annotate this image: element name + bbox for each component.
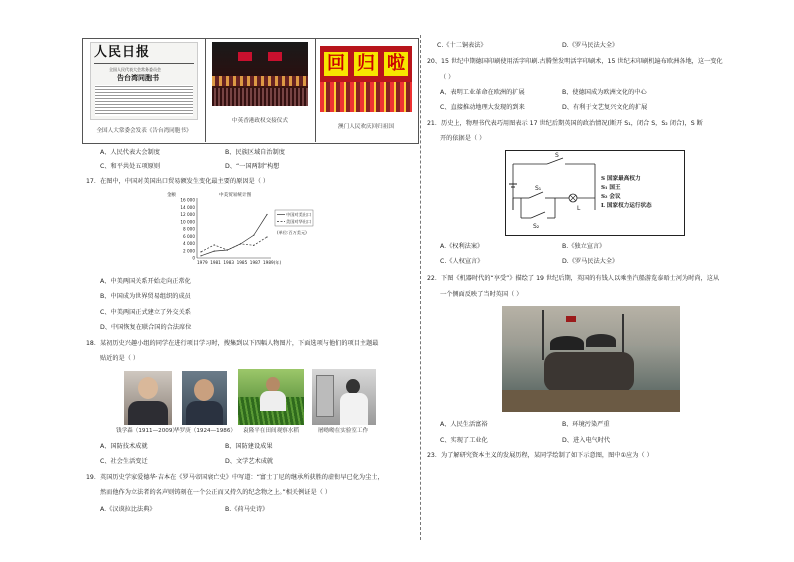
switch-s2-blade (531, 212, 545, 218)
switch-s1-label: S₁ (535, 185, 542, 192)
chart-ylabel: 金额 (167, 193, 176, 198)
audience (212, 88, 308, 106)
chart-point (253, 235, 254, 236)
q18-option-a: A、国防技术成就 (100, 443, 148, 450)
chart-point (266, 236, 267, 237)
caption-tu-youyou: 屠呦呦在实验室工作 (317, 428, 369, 434)
q19-option-d: D.《罗马民法大全》 (562, 42, 619, 49)
head-shape (346, 379, 360, 394)
banner-char-2: 归 (354, 52, 378, 76)
lab-equipment (316, 375, 334, 417)
photo-tu-youyou (312, 369, 376, 425)
circuit-diagram (505, 150, 685, 236)
chart-ytick-label: 6 000 (183, 233, 195, 239)
q17-option-d: D、中国恢复在联合国的合法席位 (100, 324, 192, 331)
chart-point (227, 249, 228, 250)
q21-option-a: A.《权利法案》 (440, 243, 484, 250)
chart-ytick-label: 4 000 (183, 241, 195, 246)
lab-coat (340, 393, 368, 425)
chart-title: 中美贸易统计图 (219, 193, 252, 198)
ship-mast (542, 310, 544, 360)
caption-yuan-longping: 袁隆平在田间观察水稻 (243, 428, 299, 434)
portrait-hua-luogeng (182, 371, 227, 425)
head-shape (194, 379, 214, 401)
macau-celebration-image (320, 46, 412, 112)
chart-point (214, 251, 215, 252)
q18-option-d: D、文学艺术成就 (225, 458, 274, 465)
q19-option-c: C.《十二铜表法》 (437, 42, 487, 49)
chart-xtick-label: 1981 (210, 260, 221, 265)
stage-lights (212, 76, 308, 86)
caption-hk: 中英香港政权交接仪式 (232, 118, 288, 124)
flag (566, 316, 576, 322)
chart-xtick-label: 1983 (223, 260, 235, 265)
chart-point (200, 251, 201, 252)
steamboat-painting (502, 306, 680, 412)
chart-ytick-label: 0 (192, 255, 195, 261)
q22-option-c: C、实现了工业化 (440, 437, 488, 444)
ship-mast (622, 314, 624, 354)
newspaper-headline: 告台湾同胞书 (117, 73, 159, 82)
chart-xtick-label: 1989(年) (263, 260, 282, 265)
image-row-divider-1 (205, 38, 206, 142)
umbrella-1 (550, 336, 584, 350)
legend-l: L 国家权力运行状态 (601, 203, 652, 209)
chart-unit-note: (单位:百万美元) (277, 230, 307, 235)
q21-option-c: C.《人权宣言》 (440, 258, 484, 265)
caption-newspaper: 全国人大常委会发表《告台湾同胞书》 (96, 128, 192, 134)
newspaper-image (90, 42, 198, 120)
lamp-label: L (577, 205, 581, 212)
chart-point (266, 214, 267, 215)
q19-stem-line1: 19．英国历史学家爱德华·吉本在《罗马帝国衰亡史》中写道：“富士丁尼的继承所获胜的虚衔早已化为尘土， (86, 474, 384, 481)
chart-legend-label: 美国对华出口 (286, 219, 312, 224)
caption-qian-xuesen: 钱学森（1911—2009） (115, 428, 179, 434)
shirt-shape (260, 391, 286, 411)
newspaper-rule (94, 63, 194, 64)
umbrella-2 (586, 334, 616, 347)
flag-left (238, 52, 252, 61)
chart-ytick-label: 2 000 (183, 248, 195, 254)
q22-stem-line1: 22．下图《机器时代的“享受”》描绘了 19 世纪后期，英国的有钱人以乘坐汽船游览泰晤士河为时尚，这从 (427, 275, 720, 282)
q20-option-d: D、有利于文艺复兴文化的扩展 (562, 104, 648, 111)
q21-option-d: D.《罗马民法大全》 (562, 258, 619, 265)
q16-option-a: A、人民代表大会制度 (100, 149, 160, 156)
chart-ytick-label: 10 000 (180, 219, 195, 225)
column-divider (420, 35, 421, 540)
banner-char-1: 回 (324, 52, 348, 76)
flag-right (268, 52, 282, 61)
q21-option-b: B.《独立宣言》 (562, 243, 606, 250)
suit-shape (186, 401, 223, 425)
newspaper-subheadline: 全国人民代表大会常务委员会 (109, 67, 161, 72)
newspaper-text-block (95, 85, 193, 116)
chart-point (253, 245, 254, 246)
q18-option-b: B、国防建设成果 (225, 443, 273, 450)
passengers (544, 352, 634, 392)
chart-xtick-label: 1987 (249, 260, 261, 265)
legend-s2: S₂ 会议 (601, 194, 621, 200)
q17-option-c: C、中美两国正式建立了外交关系 (100, 309, 191, 316)
trade-chart (165, 188, 315, 270)
chart-ytick-label: 14 000 (180, 204, 195, 210)
legend-s1: S₁ 国王 (601, 185, 621, 191)
chart-ytick-label: 8 000 (183, 226, 195, 232)
q22-option-b: B、环境污染严重 (562, 421, 610, 428)
q17-option-a: A、中美两国关系开始走向正常化 (100, 278, 191, 285)
q20-stem-line1: 20、15 世纪中期德国印刷使用活字印刷.古腾堡发明活字印刷术，15 世纪末印刷机遍布欧洲各地，这一变化 (427, 58, 723, 65)
q17-stem: 17．在图中，中国对美国出口贸易额发生变化最主要的原因是（ ） (86, 178, 270, 185)
q16-option-d: D、“一国两制”构想 (225, 163, 280, 170)
chart-series-line (201, 237, 267, 252)
q20-option-a: A、表明工业革命在欧洲的扩展 (440, 89, 525, 96)
q20-option-b: B、使德国成为欧洲文化的中心 (562, 89, 647, 96)
q18-stem-line1: 18．某初历史兴趣小组的同学在进行项目学习时，搜集到以下四幅人物图片，下面选项与他们的项目主题最 (86, 340, 379, 347)
head-shape (266, 377, 280, 392)
deck (502, 390, 680, 412)
chart-xtick-label: 1985 (236, 260, 248, 265)
q19-option-a: A.《汉谟拉比法典》 (100, 506, 156, 513)
switch-s-label: S (555, 152, 559, 159)
q21-stem-line1: 21．历史上，物理书代表巧用图表示 17 世纪后期英国的政治情况(断开 S₁，闭合 S，S₂ 闭合)，S 断 (427, 120, 703, 127)
switch-s1-blade (529, 192, 543, 198)
q18-option-c: C、社会生活变迁 (100, 458, 148, 465)
q20-stem-line2: （ ） (440, 74, 455, 81)
caption-macau: 澳门人民欢庆回归祖国 (338, 124, 394, 130)
banner-char-3: 啦 (384, 52, 408, 76)
caption-hua-luogeng: 华罗庚（1924—1986） (173, 428, 237, 434)
chart-point (240, 243, 241, 244)
q23-stem: 23．为了解研究资本主义的发展历程，某同学绘制了如下示意图，图中①应为（ ） (427, 452, 653, 459)
q22-option-d: D、进入电气时代 (562, 437, 611, 444)
chart-xtick-label: 1979 (197, 260, 208, 265)
chart-point (214, 244, 215, 245)
chart-ytick-label: 16 000 (180, 197, 195, 203)
q16-option-b: B、民族区域自治制度 (225, 149, 285, 156)
chart-point (200, 255, 201, 256)
q22-stem-line2: 一个侧面反映了当时英国（ ） (440, 291, 523, 298)
q16-option-c: C、和平共处五项原则 (100, 163, 161, 170)
hk-handover-image (212, 42, 308, 106)
newspaper-masthead: 人民日报 (94, 45, 151, 60)
q21-stem-line2: 开的依据是（ ） (440, 135, 486, 142)
q17-option-b: B、中国成为世界贸易组织的成员 (100, 293, 191, 300)
portrait-qian-xuesen (124, 371, 172, 425)
photo-yuan-longping (238, 369, 304, 425)
chart-series-line (201, 215, 267, 256)
legend-s: S 国家最高权力 (601, 176, 641, 182)
chart-ytick-label: 12 000 (180, 212, 195, 217)
chart-legend-label: 中国对美出口 (286, 212, 312, 217)
suit-shape (128, 401, 168, 425)
head-shape (138, 377, 158, 399)
q22-option-a: A、人民生活富裕 (440, 421, 488, 428)
image-row-divider-2 (315, 38, 316, 142)
q18-stem-line2: 贴近的是（ ） (100, 355, 140, 362)
q19-stem-line2: 然而他作为立法者的名声则铸刻在一个公正而又持久的纪念物之上。”相关例证是（ ） (100, 489, 332, 496)
q19-option-b: B.《荷马史诗》 (225, 506, 269, 513)
crowd (320, 82, 412, 112)
switch-s2-label: S₂ (533, 223, 540, 230)
q20-option-c: C、直接推动地理大发现的到来 (440, 104, 525, 111)
